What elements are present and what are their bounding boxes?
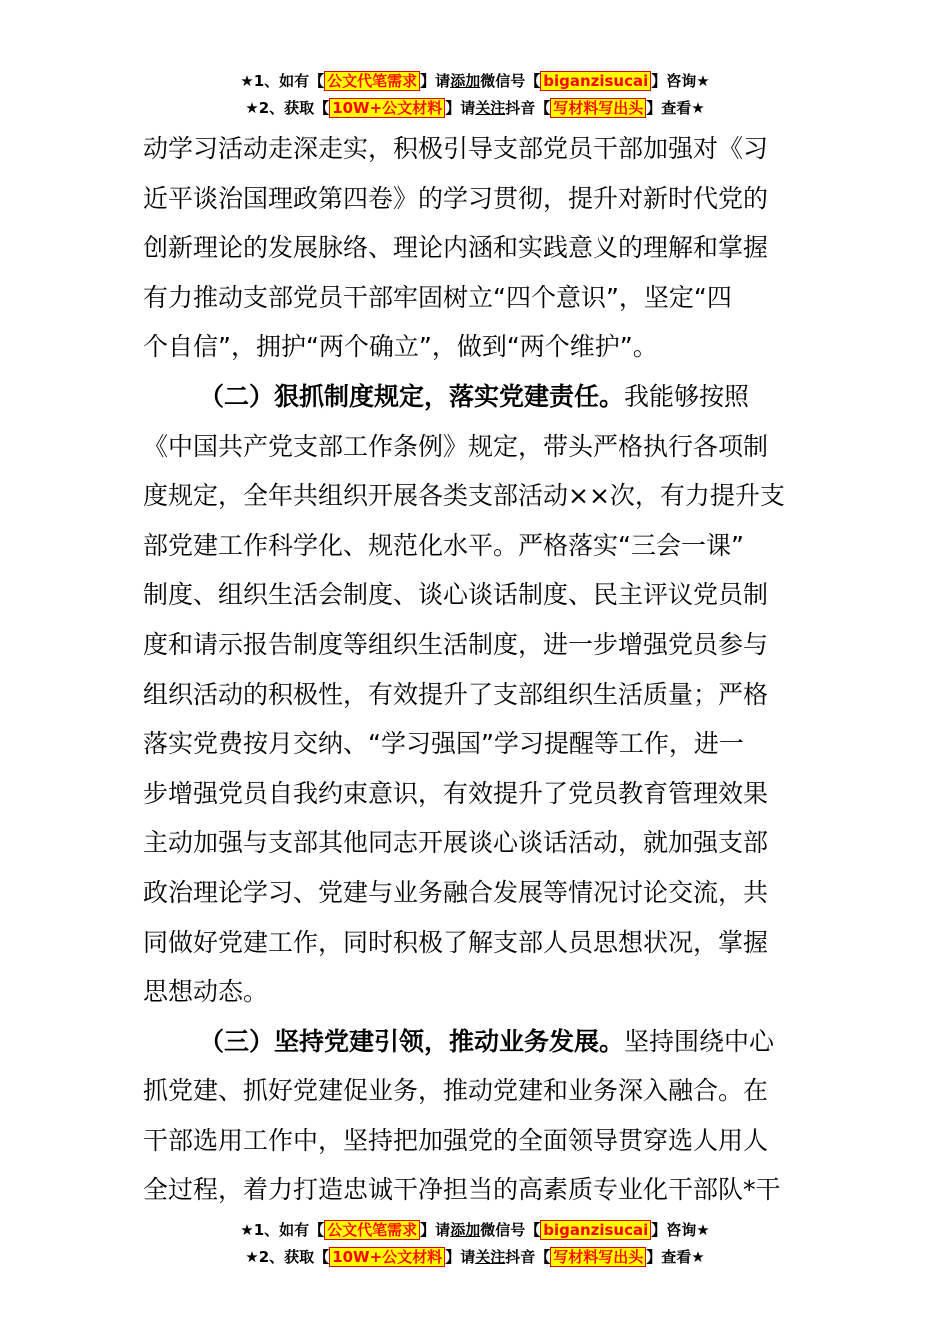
text-line: 度规定，全年共组织开展各类支部活动××次，有力提升支	[143, 481, 785, 511]
paragraph-3	[143, 1017, 807, 1215]
text-line: 全过程，着力打造忠诚干净担当的高素质专业化干部队*干	[143, 1175, 781, 1205]
banner-line-1	[0, 68, 950, 95]
banner-highlight: 写材料写出头	[550, 98, 646, 118]
banner-text: 微信号【	[480, 72, 541, 90]
text-line	[143, 372, 807, 422]
banner-text: 】咨询★	[651, 1221, 710, 1239]
banner-text: ★2、获取【	[245, 1248, 330, 1266]
banner-text: ★1、如有【	[240, 1221, 325, 1239]
document-body	[143, 124, 807, 1215]
text-line: 动学习活动走深走实，积极引导支部党员干部加强对《习	[143, 134, 769, 163]
banner-text: 】查看★	[646, 1248, 705, 1266]
banner-text: 抖音【	[505, 99, 551, 117]
banner-text: 】查看★	[646, 99, 705, 117]
text-line: 思想动态。	[143, 977, 269, 1007]
banner-highlight: 公文代笔需求	[324, 1220, 420, 1240]
text-line: 步增强党员自我约束意识，有效提升了党员教育管理效果	[143, 778, 769, 808]
text-line: 主动加强与支部其他同志开展谈心谈话活动，就加强支部	[143, 828, 769, 858]
text-line: 《中国共产党支部工作条例》规定，带头严格执行各项制	[143, 431, 769, 461]
text-line	[143, 1017, 807, 1067]
banner-line-1	[0, 1217, 950, 1244]
text-run: 我能够按照	[624, 381, 750, 411]
banner-underlined: 关注	[475, 99, 506, 117]
banner-text: 】请	[445, 99, 476, 117]
paragraph-2	[143, 372, 807, 1017]
banner-highlight: 10W+公文材料	[329, 98, 445, 118]
banner-highlight: biganzisucai	[540, 71, 651, 91]
banner-text: 】请	[420, 1221, 451, 1239]
top-banner	[0, 68, 950, 122]
text-line: 度和请示报告制度等组织生活制度，进一步增强党员参与	[143, 629, 769, 659]
text-line: 同做好党建工作，同时积极了解支部人员思想状况，掌握	[143, 927, 769, 957]
banner-line-2	[0, 1244, 950, 1271]
banner-text: 抖音【	[505, 1248, 551, 1266]
section-heading: （二）狠抓制度规定，落实党建责任。	[199, 381, 625, 411]
banner-text: 】咨询★	[651, 72, 710, 90]
banner-text: ★1、如有【	[240, 72, 325, 90]
banner-text: 微信号【	[480, 1221, 541, 1239]
banner-line-2	[0, 95, 950, 122]
text-line: 政治理论学习、党建与业务融合发展等情况讨论交流，共	[143, 877, 769, 907]
banner-underlined: 添加	[450, 1221, 481, 1239]
text-line: 制度、组织生活会制度、谈心谈话制度、民主评议党员制	[143, 580, 769, 610]
banner-highlight: 公文代笔需求	[324, 71, 420, 91]
bottom-banner	[0, 1217, 950, 1271]
paragraph-1	[143, 124, 807, 372]
text-line: 近平谈治国理政第四卷》的学习贯彻，提升对新时代党的	[143, 183, 769, 213]
text-line: 部党建工作科学化、规范化水平。严格落实“三会一课”	[143, 530, 744, 560]
text-line: 组织活动的积极性，有效提升了支部组织生活质量；严格	[143, 679, 769, 709]
text-line: 个自信”，拥护“两个确立”，做到“两个维护”。	[143, 332, 658, 362]
text-line: 创新理论的发展脉络、理论内涵和实践意义的理解和掌握	[143, 233, 769, 263]
banner-underlined: 关注	[475, 1248, 506, 1266]
banner-text: ★2、获取【	[245, 99, 330, 117]
banner-highlight: 写材料写出头	[550, 1247, 646, 1267]
banner-highlight: 10W+公文材料	[329, 1247, 445, 1267]
banner-underlined: 添加	[450, 72, 481, 90]
text-run: 坚持围绕中心	[624, 1026, 775, 1056]
section-heading: （三）坚持党建引领，推动业务发展。	[199, 1026, 625, 1056]
text-line: 落实党费按月交纳、“学习强国”学习提醒等工作，进一	[143, 729, 744, 759]
banner-text: 】请	[420, 72, 451, 90]
text-line: 抓党建、抓好党建促业务，推动党建和业务深入融合。在	[143, 1076, 769, 1106]
text-line: 有力推动支部党员干部牢固树立“四个意识”，坚定“四	[143, 282, 732, 312]
banner-text: 】请	[445, 1248, 476, 1266]
banner-highlight: biganzisucai	[540, 1220, 651, 1240]
text-line: 干部选用工作中，坚持把加强党的全面领导贯穿选人用人	[143, 1125, 769, 1155]
